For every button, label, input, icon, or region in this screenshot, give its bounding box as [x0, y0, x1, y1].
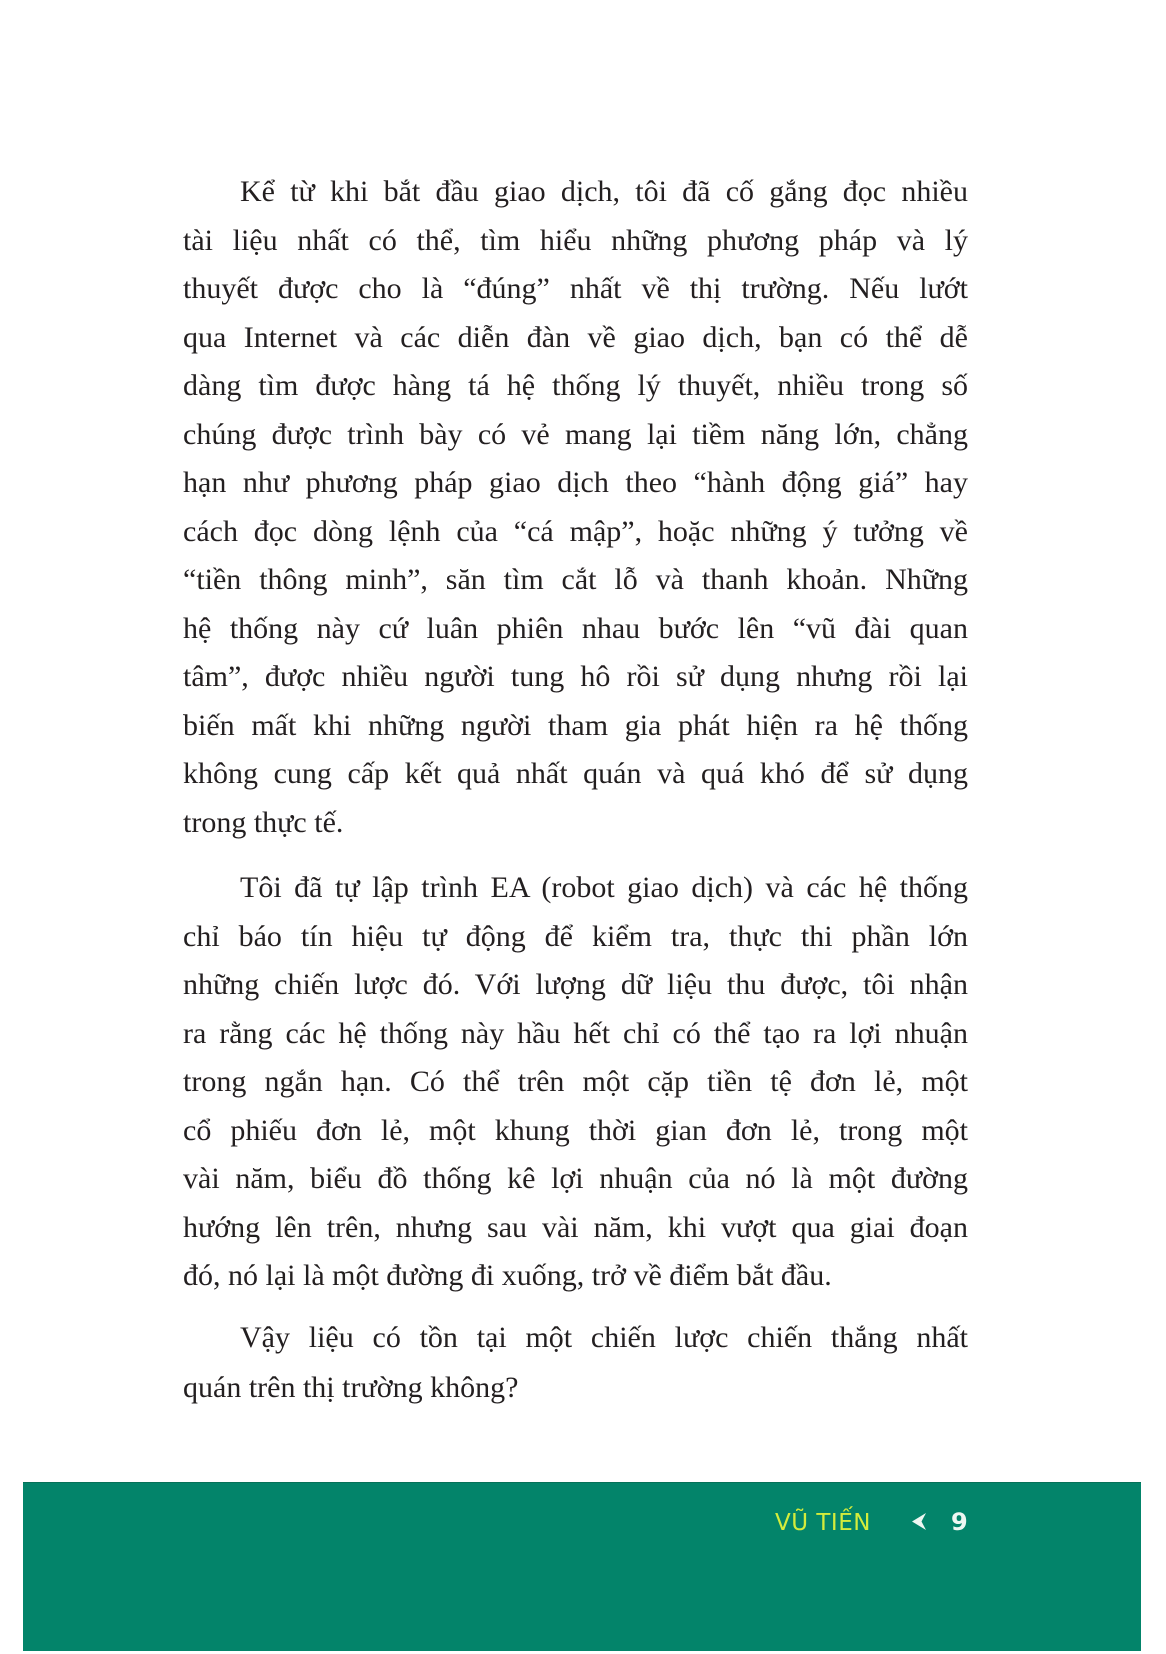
text-line: chúng được trình bày có vẻ mang lại tiềm năng lớn, chẳng — [183, 417, 968, 451]
text-line: không cung cấp kết quả nhất quán và quá khó để sử dụng — [183, 757, 968, 790]
text-line: thuyết được cho là “đúng” nhất về thị trường. Nếu lướt — [183, 272, 968, 305]
text-line: hạn như phương pháp giao dịch theo “hành động giá” hay — [183, 466, 968, 499]
text-line: quán trên thị trường không? — [183, 1370, 519, 1404]
footer-author: VŨ TIẾN — [775, 1510, 871, 1536]
text-line: “tiền thông minh”, săn tìm cắt lỗ và thanh khoản. Những — [183, 563, 968, 596]
text-line: Tôi đã tự lập trình EA (robot giao dịch) và các hệ thống — [240, 871, 968, 904]
text-line: hướng lên trên, nhưng sau vài năm, khi vượt qua giai đoạn — [183, 1210, 968, 1244]
text-line: những chiến lược đó. Với lượng dữ liệu thu được, tôi nhận — [183, 968, 968, 1001]
text-line: biến mất khi những người tham gia phát hiện ra hệ thống — [183, 708, 968, 742]
text-line: hệ thống này cứ luân phiên nhau bước lên “vũ đài quan — [183, 611, 968, 645]
text-line: trong thực tế. — [183, 805, 344, 839]
text-line: tài liệu nhất có thể, tìm hiểu những phương pháp và lý — [183, 223, 968, 257]
page-number: 9 — [951, 1508, 968, 1536]
text-line: Vậy liệu có tồn tại một chiến lược chiến thắng nhất — [240, 1321, 968, 1354]
text-line: vài năm, biểu đồ thống kê lợi nhuận của nó là một đường — [183, 1162, 968, 1195]
text-line: tâm”, được nhiều người tung hô rồi sử dụng nhưng rồi lại — [183, 660, 968, 693]
text-line: trong ngắn hạn. Có thể trên một cặp tiền tệ đơn lẻ, một — [183, 1065, 968, 1098]
chevron-left-icon — [911, 1512, 927, 1531]
text-line: cách đọc dòng lệnh của “cá mập”, hoặc những ý tưởng về — [183, 514, 968, 548]
text-line: đó, nó lại là một đường đi xuống, trở về điểm bắt đầu. — [183, 1259, 832, 1292]
text-line: qua Internet và các diễn đàn về giao dịch, bạn có thể dễ — [183, 320, 968, 354]
text-line: ra rằng các hệ thống này hầu hết chỉ có thể tạo ra lợi nhuận — [183, 1016, 968, 1050]
text-line: Kể từ khi bắt đầu giao dịch, tôi đã cố gắng đọc nhiều — [240, 175, 968, 208]
text-line: cổ phiếu đơn lẻ, một khung thời gian đơn lẻ, trong một — [183, 1113, 968, 1147]
footer-band — [23, 1482, 1141, 1651]
text-line: dàng tìm được hàng tá hệ thống lý thuyết, nhiều trong số — [183, 369, 968, 402]
text-line: chỉ báo tín hiệu tự động để kiểm tra, thực thi phần lớn — [183, 919, 968, 953]
